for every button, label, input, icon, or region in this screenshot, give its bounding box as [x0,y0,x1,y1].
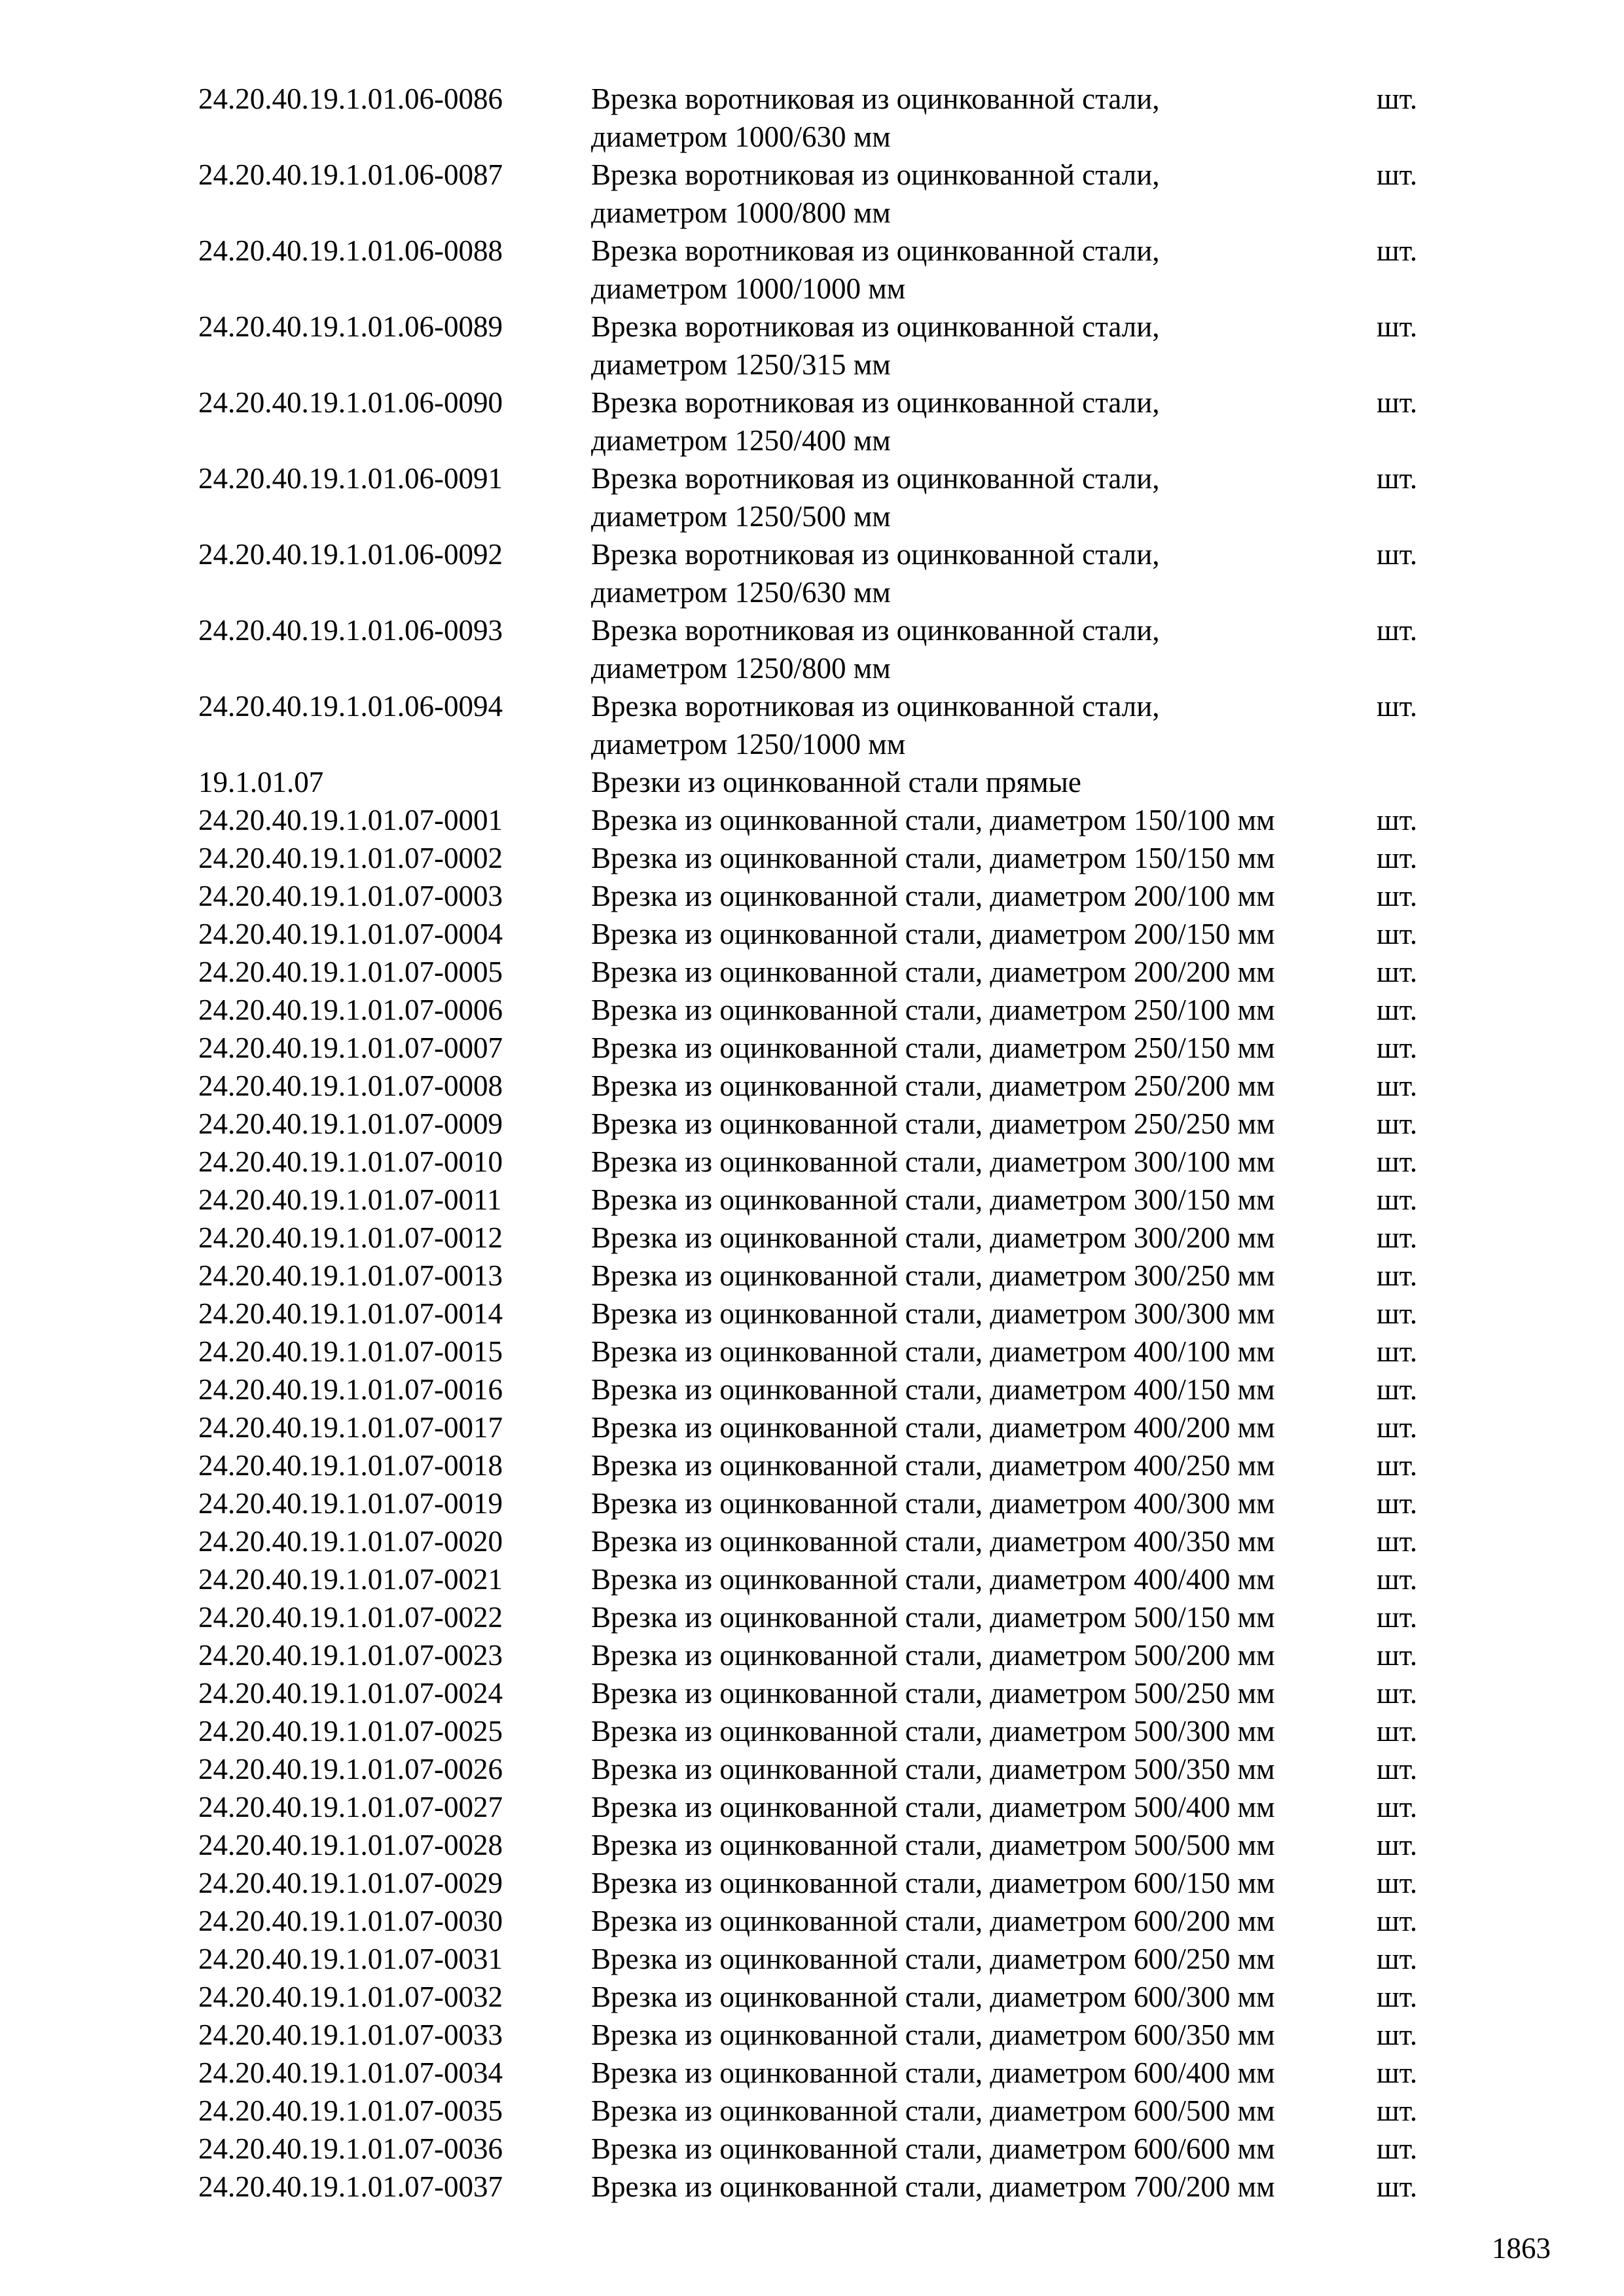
page-number: 1863 [1492,2232,1551,2265]
item-code: 24.20.40.19.1.01.07-0006 [198,994,503,1026]
item-name: Врезка воротниковая из оцинкованной стали, диаметром 1250/400 мм [591,386,1160,457]
item-code: 24.20.40.19.1.01.07-0005 [198,956,503,988]
item-code: 24.20.40.19.1.01.07-0036 [198,2132,503,2165]
item-unit: шт. [1377,1867,1418,1899]
item-unit: шт. [1377,310,1418,343]
item-name: Врезка из оцинкованной стали, диаметром 500/150 мм [591,1601,1275,1634]
item-code: 24.20.40.19.1.01.07-0020 [198,1525,503,1558]
item-code: 24.20.40.19.1.01.07-0018 [198,1449,503,1482]
item-name: Врезка из оцинкованной стали, диаметром 250/250 мм [591,1107,1275,1140]
item-code: 24.20.40.19.1.01.07-0003 [198,880,503,912]
catalog-row [198,1371,1429,1408]
item-code: 24.20.40.19.1.01.07-0011 [198,1183,502,1216]
item-unit: шт. [1377,1069,1418,1102]
item-unit: шт. [1377,918,1418,950]
item-unit: шт. [1377,1259,1418,1292]
item-unit: шт. [1377,462,1418,495]
item-unit: шт. [1377,842,1418,874]
catalog-row [198,308,1429,384]
item-unit: шт. [1377,1221,1418,1254]
catalog-row [198,232,1429,308]
item-code: 24.20.40.19.1.01.07-0007 [198,1031,503,1064]
item-unit: шт. [1377,1753,1418,1785]
item-name: Врезка из оцинкованной стали, диаметром 300/150 мм [591,1183,1275,1216]
item-code: 24.20.40.19.1.01.07-0014 [198,1297,503,1330]
item-name: Врезка из оцинкованной стали, диаметром 600/600 мм [591,2132,1275,2165]
catalog-row [198,1560,1429,1598]
item-name: Врезка из оцинкованной стали, диаметром 500/350 мм [591,1753,1275,1785]
item-name: Врезка из оцинкованной стали, диаметром 400/150 мм [591,1373,1275,1406]
catalog-row [198,2168,1429,2206]
item-name: Врезка из оцинкованной стали, диаметром 250/100 мм [591,994,1275,1026]
item-name: Врезка из оцинкованной стали, диаметром 700/200 мм [591,2170,1275,2203]
item-unit: шт. [1377,1791,1418,1823]
catalog-row [198,915,1429,953]
catalog-row [198,1636,1429,1674]
catalog-row [198,1826,1429,1864]
item-code: 24.20.40.19.1.01.07-0008 [198,1069,503,1102]
catalog-row [198,156,1429,232]
catalog-row [198,2130,1429,2168]
catalog-row [198,2016,1429,2054]
item-unit: шт. [1377,1487,1418,1520]
catalog-row [198,384,1429,459]
item-unit: шт. [1377,1449,1418,1482]
item-code: 24.20.40.19.1.01.06-0092 [198,538,503,571]
item-unit: шт. [1377,1107,1418,1140]
item-code: 24.20.40.19.1.01.06-0090 [198,386,503,419]
item-unit: шт. [1377,1829,1418,1861]
catalog-row [198,2092,1429,2130]
item-name: Врезка из оцинкованной стали, диаметром 600/200 мм [591,1905,1275,1937]
item-code: 24.20.40.19.1.01.07-0033 [198,2018,503,2051]
catalog-row [198,1067,1429,1105]
item-name: Врезка из оцинкованной стали, диаметром 300/200 мм [591,1221,1275,1254]
item-code: 24.20.40.19.1.01.07-0026 [198,1753,503,1785]
item-code: 24.20.40.19.1.01.07-0004 [198,918,503,950]
item-code: 19.1.01.07 [198,766,324,798]
item-unit: шт. [1377,1981,1418,2013]
item-unit: шт. [1377,234,1418,267]
item-name: Врезка из оцинкованной стали, диаметром 500/500 мм [591,1829,1275,1861]
item-name: Врезка воротниковая из оцинкованной стали, диаметром 1250/1000 мм [591,690,1160,761]
item-name: Врезка из оцинкованной стали, диаметром 400/100 мм [591,1335,1275,1368]
catalog-row [198,953,1429,991]
item-code: 24.20.40.19.1.01.07-0025 [198,1715,503,1748]
item-unit: шт. [1377,1335,1418,1368]
item-name: Врезка воротниковая из оцинкованной стали, диаметром 1250/800 мм [591,614,1160,685]
item-code: 24.20.40.19.1.01.06-0089 [198,310,503,343]
catalog-row [198,1181,1429,1219]
item-code: 24.20.40.19.1.01.07-0029 [198,1867,503,1899]
item-name: Врезка из оцинкованной стали, диаметром 200/100 мм [591,880,1275,912]
item-code: 24.20.40.19.1.01.07-0022 [198,1601,503,1634]
catalog-row [198,1598,1429,1636]
item-name: Врезка воротниковая из оцинкованной стали, диаметром 1000/800 мм [591,158,1160,229]
item-name: Врезка из оцинкованной стали, диаметром 400/300 мм [591,1487,1275,1520]
item-name: Врезка из оцинкованной стали, диаметром 600/250 мм [591,1943,1275,1975]
item-unit: шт. [1377,2018,1418,2051]
item-name: Врезка из оцинкованной стали, диаметром 600/400 мм [591,2056,1275,2089]
item-name: Врезка из оцинкованной стали, диаметром 300/100 мм [591,1145,1275,1178]
item-unit: шт. [1377,1601,1418,1634]
catalog-row [198,1750,1429,1788]
item-code: 24.20.40.19.1.01.07-0009 [198,1107,503,1140]
item-code: 24.20.40.19.1.01.07-0015 [198,1335,503,1368]
item-unit: шт. [1377,1031,1418,1064]
item-name: Врезка из оцинкованной стали, диаметром 400/250 мм [591,1449,1275,1482]
item-name: Врезка из оцинкованной стали, диаметром 400/400 мм [591,1563,1275,1596]
item-unit: шт. [1377,956,1418,988]
item-name: Врезка из оцинкованной стали, диаметром 600/300 мм [591,1981,1275,2013]
item-unit: шт. [1377,1639,1418,1672]
catalog-row [198,1029,1429,1067]
item-name: Врезка из оцинкованной стали, диаметром 400/350 мм [591,1525,1275,1558]
item-name: Врезка из оцинкованной стали, диаметром 150/100 мм [591,804,1275,836]
item-code: 24.20.40.19.1.01.06-0091 [198,462,503,495]
item-code: 24.20.40.19.1.01.07-0019 [198,1487,503,1520]
item-unit: шт. [1377,1145,1418,1178]
catalog-row [198,80,1429,156]
item-code: 24.20.40.19.1.01.06-0094 [198,690,503,723]
item-code: 24.20.40.19.1.01.06-0088 [198,234,503,267]
item-name: Врезка из оцинкованной стали, диаметром 600/150 мм [591,1867,1275,1899]
item-name: Врезка из оцинкованной стали, диаметром 200/150 мм [591,918,1275,950]
item-unit: шт. [1377,1943,1418,1975]
item-code: 24.20.40.19.1.01.07-0027 [198,1791,503,1823]
item-code: 24.20.40.19.1.01.07-0030 [198,1905,503,1937]
item-code: 24.20.40.19.1.01.07-0037 [198,2170,503,2203]
item-unit: шт. [1377,538,1418,571]
item-name: Врезка воротниковая из оцинкованной стали, диаметром 1000/1000 мм [591,234,1160,305]
catalog-row [198,1940,1429,1978]
item-name: Врезка воротниковая из оцинкованной стали, диаметром 1250/500 мм [591,462,1160,533]
item-code: 24.20.40.19.1.01.07-0021 [198,1563,503,1596]
catalog-row [198,1484,1429,1522]
item-name: Врезки из оцинкованной стали прямые [591,766,1081,798]
item-name: Врезка из оцинкованной стали, диаметром 250/150 мм [591,1031,1275,1064]
item-unit: шт. [1377,386,1418,419]
item-unit: шт. [1377,2094,1418,2127]
catalog-row [198,1408,1429,1446]
catalog-row [198,1143,1429,1181]
item-name: Врезка из оцинкованной стали, диаметром 250/200 мм [591,1069,1275,1102]
section-heading-row [198,763,1429,801]
item-name: Врезка из оцинкованной стали, диаметром 300/300 мм [591,1297,1275,1330]
item-code: 24.20.40.19.1.01.07-0010 [198,1145,503,1178]
catalog-row [198,991,1429,1029]
catalog-row [198,1105,1429,1143]
item-code: 24.20.40.19.1.01.07-0034 [198,2056,503,2089]
catalog-row [198,1788,1429,1826]
item-code: 24.20.40.19.1.01.07-0001 [198,804,503,836]
item-code: 24.20.40.19.1.01.07-0013 [198,1259,503,1292]
item-unit: шт. [1377,880,1418,912]
item-unit: шт. [1377,1411,1418,1444]
catalog-row [198,611,1429,687]
item-unit: шт. [1377,1373,1418,1406]
item-unit: шт. [1377,804,1418,836]
catalog-row [198,1333,1429,1371]
item-name: Врезка из оцинкованной стали, диаметром 500/400 мм [591,1791,1275,1823]
item-code: 24.20.40.19.1.01.06-0093 [198,614,503,647]
catalog-row [198,687,1429,763]
item-name: Врезка воротниковая из оцинкованной стали, диаметром 1250/630 мм [591,538,1160,609]
item-code: 24.20.40.19.1.01.07-0031 [198,1943,503,1975]
item-unit: шт. [1377,1715,1418,1748]
item-unit: шт. [1377,690,1418,723]
catalog-row [198,2054,1429,2092]
catalog-row [198,1902,1429,1940]
catalog-row [198,1864,1429,1902]
catalog-row [198,1674,1429,1712]
item-code: 24.20.40.19.1.01.07-0028 [198,1829,503,1861]
item-code: 24.20.40.19.1.01.07-0035 [198,2094,503,2127]
item-code: 24.20.40.19.1.01.07-0012 [198,1221,503,1254]
item-name: Врезка из оцинкованной стали, диаметром 400/200 мм [591,1411,1275,1444]
item-unit: шт. [1377,2056,1418,2089]
item-code: 24.20.40.19.1.01.07-0024 [198,1677,503,1710]
catalog-row [198,1219,1429,1257]
item-name: Врезка из оцинкованной стали, диаметром 500/200 мм [591,1639,1275,1672]
item-code: 24.20.40.19.1.01.07-0023 [198,1639,503,1672]
item-unit: шт. [1377,1905,1418,1937]
catalog-row [198,1446,1429,1484]
catalog-row [198,535,1429,611]
catalog-row [198,877,1429,915]
item-code: 24.20.40.19.1.01.06-0086 [198,82,503,115]
item-code: 24.20.40.19.1.01.07-0017 [198,1411,503,1444]
item-code: 24.20.40.19.1.01.07-0032 [198,1981,503,2013]
catalog-row [198,459,1429,535]
item-unit: шт. [1377,82,1418,115]
catalog-row [198,1522,1429,1560]
item-name: Врезка из оцинкованной стали, диаметром 200/200 мм [591,956,1275,988]
item-name: Врезка из оцинкованной стали, диаметром 300/250 мм [591,1259,1275,1292]
catalog-row [198,1257,1429,1295]
catalog-row [198,1712,1429,1750]
item-unit: шт. [1377,1183,1418,1216]
catalog-table [198,80,1429,2206]
item-unit: шт. [1377,158,1418,191]
item-unit: шт. [1377,994,1418,1026]
item-name: Врезка из оцинкованной стали, диаметром 500/300 мм [591,1715,1275,1748]
item-name: Врезка воротниковая из оцинкованной стали, диаметром 1000/630 мм [591,82,1160,153]
item-code: 24.20.40.19.1.01.07-0016 [198,1373,503,1406]
item-unit: шт. [1377,1525,1418,1558]
item-name: Врезка из оцинкованной стали, диаметром 600/350 мм [591,2018,1275,2051]
item-unit: шт. [1377,1677,1418,1710]
item-code: 24.20.40.19.1.01.07-0002 [198,842,503,874]
catalog-row [198,1295,1429,1333]
catalog-row [198,1978,1429,2016]
item-unit: шт. [1377,2170,1418,2203]
item-unit: шт. [1377,614,1418,647]
item-unit: шт. [1377,1297,1418,1330]
item-name: Врезка из оцинкованной стали, диаметром 500/250 мм [591,1677,1275,1710]
catalog-row [198,801,1429,839]
item-code: 24.20.40.19.1.01.06-0087 [198,158,503,191]
catalog-row [198,839,1429,877]
item-unit: шт. [1377,2132,1418,2165]
item-name: Врезка из оцинкованной стали, диаметром 150/150 мм [591,842,1275,874]
item-unit: шт. [1377,1563,1418,1596]
item-name: Врезка воротниковая из оцинкованной стали, диаметром 1250/315 мм [591,310,1160,381]
item-name: Врезка из оцинкованной стали, диаметром 600/500 мм [591,2094,1275,2127]
